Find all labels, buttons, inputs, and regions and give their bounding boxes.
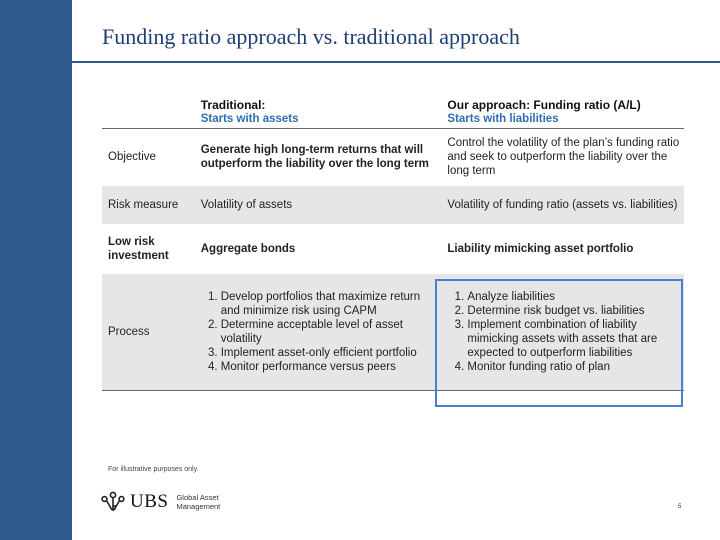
list-item: 1. Develop portfolios that maximize return and minimize risk using CAPM [221,290,438,318]
cell-ours: Volatility of funding ratio (assets vs. liabilities) [437,186,684,225]
ubs-subtitle [176,493,220,511]
list-item: 2. Determine acceptable level of asset volatility [221,318,438,346]
header-ours-sub: Starts with liabilities [447,113,559,125]
ubs-logo [100,490,220,514]
cell-traditional [195,274,438,391]
header-empty-cell [102,96,195,129]
header-ours-title: Our approach: Funding ratio (A/L) [447,98,641,112]
cell-traditional: Aggregate bonds [200,243,296,255]
table-row-risk-measure [102,186,684,225]
traditional-process-list [201,290,438,374]
list-item: 1. Analyze liabilities [467,290,684,304]
row-label: Process [102,274,195,391]
table-row-low-risk-investment [102,225,684,274]
cell-traditional: Volatility of assets [195,186,438,225]
slide-title: Funding ratio approach vs. traditional approach [102,24,520,49]
list-item: 2. Determine risk budget vs. liabilities [467,304,684,318]
cell-ours [437,274,684,391]
cell-ours: Liability mimicking asset portfolio [447,243,634,255]
cell-ours: Control the volatility of the plan’s funding ratio and seek to outperform the liability over the long term [447,137,680,177]
header-our-approach [437,96,684,129]
disclaimer-note: For illustrative purposes only. [108,466,199,473]
header-traditional-title: Traditional: [200,98,266,112]
left-sidebar-band [0,0,72,540]
comparison-table [102,96,684,391]
table-row-objective [102,129,684,186]
list-item: 3. Implement combination of liability mimicking assets with assets that are expected to outperform liabilities [467,318,684,360]
list-item: 4. Monitor performance versus peers [221,360,438,374]
page-number: 5 [678,504,682,510]
row-label: Low risk investment [108,236,169,262]
list-item: 3. Implement asset-only efficient portfolio [221,346,438,360]
list-item: 4. Monitor funding ratio of plan [467,360,684,374]
title-divider [72,61,720,63]
row-label: Objective [108,151,156,163]
ubs-wordmark: UBS [130,491,169,512]
ours-process-list [447,290,684,374]
ubs-subtitle-line1: Global Asset [176,493,219,502]
table-header-row [102,96,684,129]
table-row-process [102,274,684,391]
ubs-subtitle-line2: Management [176,502,221,511]
header-traditional [195,96,438,129]
row-label: Risk measure [102,186,195,225]
title-divider-left [24,61,72,63]
keys-icon [100,491,126,513]
cell-traditional: Generate high long-term returns that will outperform the liability over the long term [200,144,429,170]
header-traditional-sub: Starts with assets [200,113,299,125]
